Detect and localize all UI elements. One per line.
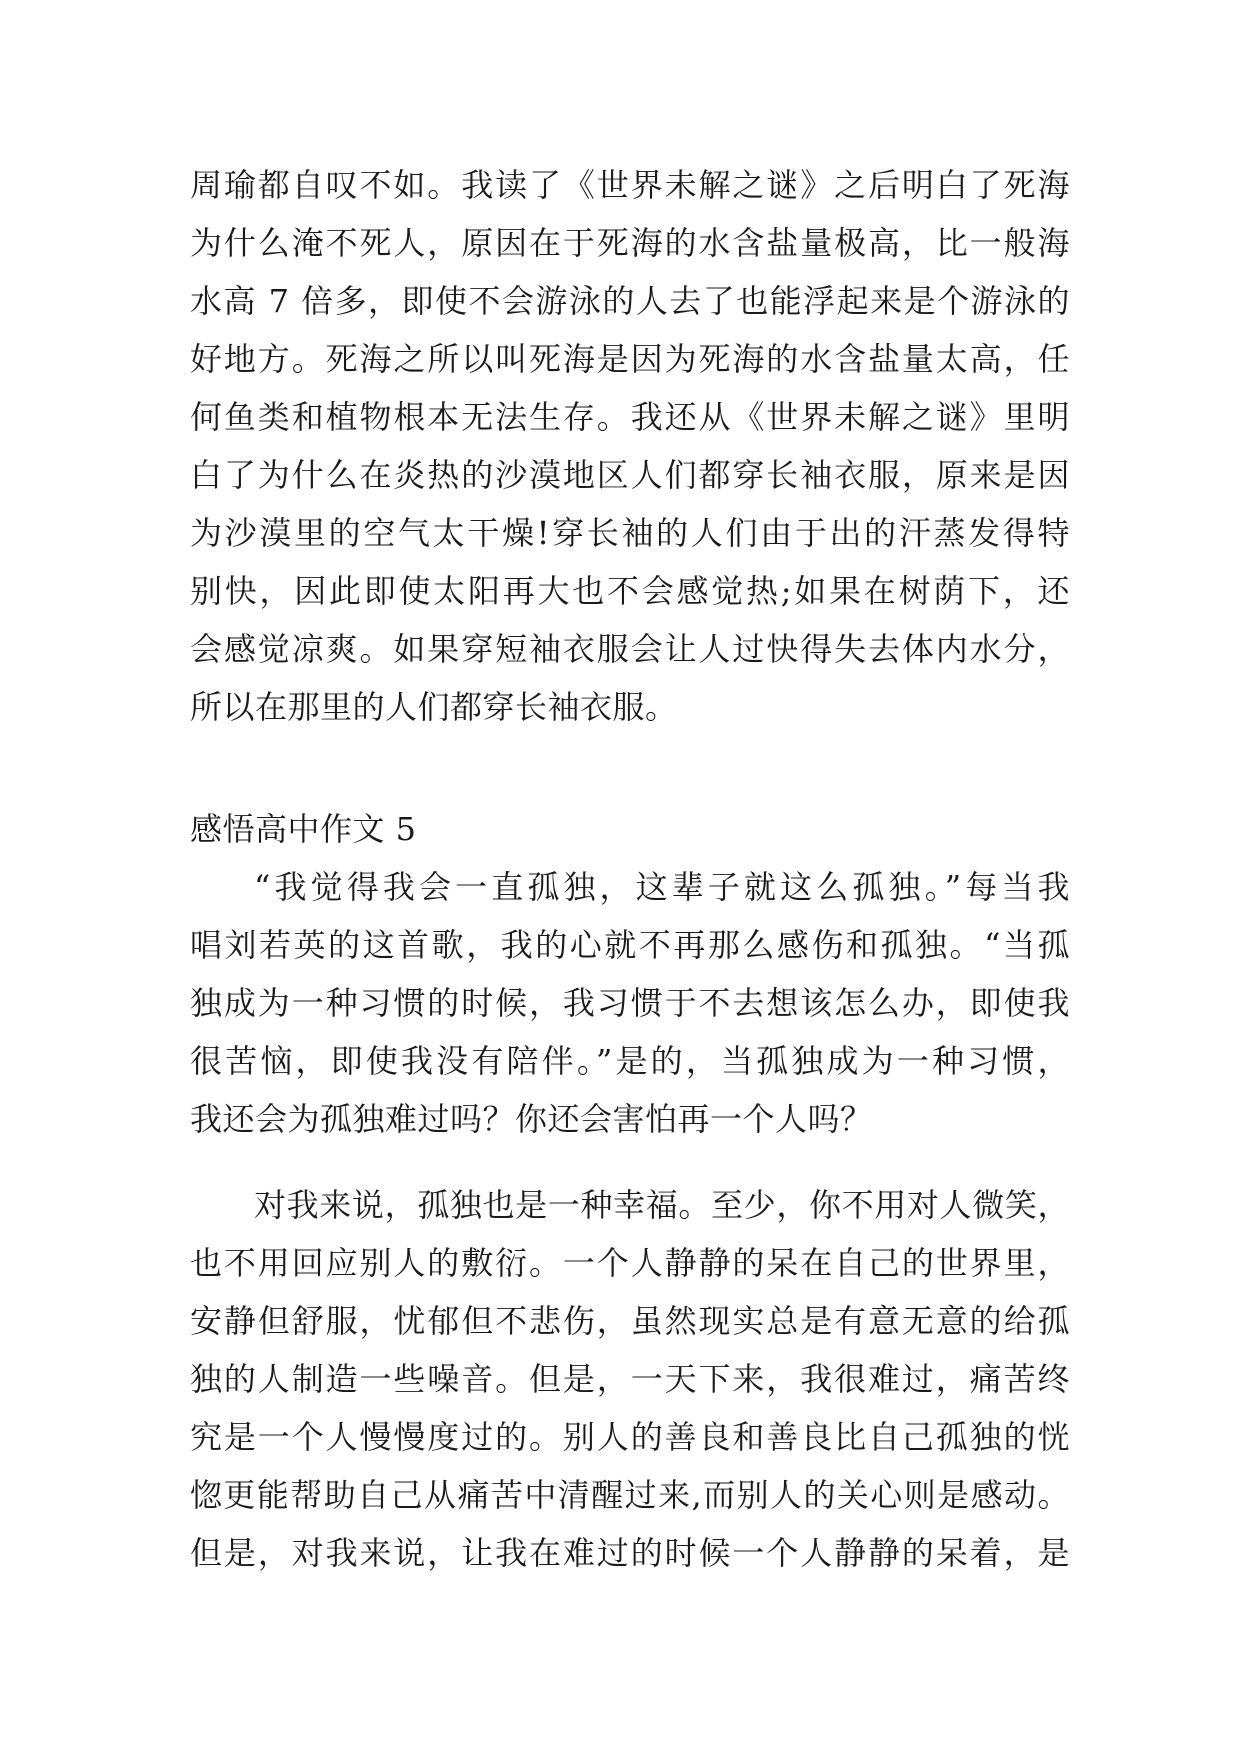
text-line: “我觉得我会一直孤独，这辈子就这么孤独。”每当我 (254, 868, 1070, 906)
text-line: 水高 7 倍多，即使不会游泳的人去了也能浮起来是个游泳的 (190, 282, 1070, 320)
text-line: 所以在那里的人们都穿长袖衣服。 (190, 688, 678, 726)
text-line: 为什么淹不死人，原因在于死海的水含盐量极高，比一般海 (190, 224, 1070, 262)
text-line: 独成为一种习惯的时候，我习惯于不去想该怎么办，即使我 (190, 984, 1070, 1022)
text-line: 别快，因此即使太阳再大也不会感觉热;如果在树荫下，还 (190, 572, 1070, 610)
text-line: 为沙漠里的空气太干燥!穿长袖的人们由于出的汗蒸发得特 (190, 514, 1070, 552)
text-line: 但是，对我来说，让我在难过的时候一个人静静的呆着，是 (190, 1534, 1070, 1572)
text-line: 周瑜都自叹不如。我读了《世界未解之谜》之后明白了死海 (190, 166, 1070, 204)
section-heading (190, 800, 1070, 858)
text-line: 惚更能帮助自己从痛苦中清醒过来,而别人的关心则是感动。 (190, 1476, 1070, 1514)
text-line: 很苦恼，即使我没有陪伴。”是的，当孤独成为一种习惯， (190, 1042, 1070, 1080)
text-line: 也不用回应别人的敷衍。一个人静静的呆在自己的世界里， (190, 1244, 1070, 1282)
text-line: 我还会为孤独难过吗？你还会害怕再一个人吗？ (190, 1100, 873, 1138)
text-line: 安静但舒服，忧郁但不悲伤，虽然现实总是有意无意的给孤 (190, 1302, 1070, 1340)
paragraph-continuation (190, 156, 1070, 736)
text-line: 白了为什么在炎热的沙漠地区人们都穿长袖衣服，原来是因 (190, 456, 1070, 494)
paragraph-1 (190, 858, 1070, 1148)
section-heading-text: 感悟高中作文 5 (190, 810, 417, 848)
paragraph-2 (190, 1176, 1070, 1582)
text-line: 唱刘若英的这首歌，我的心就不再那么感伤和孤独。“当孤 (190, 926, 1070, 964)
text-line: 独的人制造一些噪音。但是，一天下来，我很难过，痛苦终 (190, 1360, 1070, 1398)
text-line: 何鱼类和植物根本无法生存。我还从《世界未解之谜》里明 (190, 398, 1070, 436)
text-line: 会感觉凉爽。如果穿短袖衣服会让人过快得失去体内水分， (190, 630, 1070, 668)
text-line: 好地方。死海之所以叫死海是因为死海的水含盐量太高，任 (190, 340, 1070, 378)
text-line: 究是一个人慢慢度过的。别人的善良和善良比自己孤独的恍 (190, 1418, 1070, 1456)
text-line: 对我来说，孤独也是一种幸福。至少，你不用对人微笑， (254, 1186, 1070, 1224)
